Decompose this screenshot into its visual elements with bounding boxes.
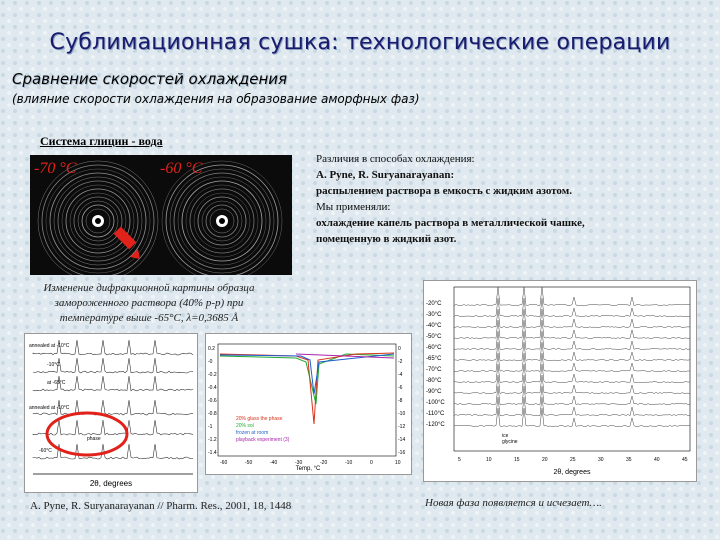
p2-y2tick: -6 — [398, 385, 403, 391]
p3-xtick: 10 — [486, 457, 492, 463]
p2-ytick: -0.4 — [208, 385, 217, 391]
p3-temp-label: -40°C — [426, 323, 442, 329]
p2-xtick: -10 — [345, 460, 353, 466]
note: (влияние скорости охлаждения на образование аморфных фаз) — [12, 92, 420, 106]
p3-trace — [454, 298, 690, 317]
p2-xtick: 0 — [370, 460, 373, 466]
p2-ytick: 0.2 — [208, 346, 215, 352]
p3-temp-label: -20°C — [426, 301, 442, 307]
p2-y2tick: -10 — [398, 411, 406, 417]
p3-trace — [454, 364, 690, 383]
p2-xtick: -50 — [245, 460, 253, 466]
method-description — [316, 151, 656, 247]
p2-legend-0: 20% glass the phase — [236, 416, 283, 422]
p3-trace — [454, 342, 690, 361]
p2-xtick: -30 — [295, 460, 303, 466]
p3-xtick: 15 — [514, 457, 520, 463]
p3-trace — [454, 408, 690, 427]
p3-xtick: 45 — [682, 457, 688, 463]
p3-trace — [454, 386, 690, 405]
p2-ytick: -1.2 — [208, 437, 217, 443]
p2-xtick: -20 — [320, 460, 328, 466]
p3-trace — [454, 375, 690, 394]
xrd-plot-1 — [24, 333, 198, 493]
p3-temp-label: -90°C — [426, 389, 442, 395]
p3-temp-label: -110°C — [426, 411, 445, 417]
p2-y2tick: -2 — [398, 359, 403, 365]
p3-temp-label: -70°C — [426, 367, 442, 373]
method-line-4: Мы применяли: — [316, 201, 391, 213]
p1-label-4: phase — [87, 436, 101, 442]
method-line-2: A. Pyne, R. Suryanarayanan: — [316, 169, 455, 181]
method-line-5: охлаждение капель раствора в металлической чашке, — [316, 217, 585, 229]
p3-trace — [454, 309, 690, 328]
p2-ytick: -0.2 — [208, 372, 217, 378]
p2-ytick: -0.8 — [208, 411, 217, 417]
p2-ytick: -1.4 — [208, 450, 217, 456]
p1-label-1: -10°C — [47, 362, 60, 368]
p2-xlabel: Temp, °C — [295, 466, 321, 472]
p2-y2tick: -4 — [398, 372, 403, 378]
p3-temp-label: -60°C — [426, 345, 442, 351]
subtitle: Сравнение скоростей охлаждения — [12, 70, 288, 88]
p3-trace — [454, 287, 690, 306]
p1-label-0: annealed at -10°C — [29, 343, 70, 349]
p3-xtick: 5 — [458, 457, 461, 463]
p2-y2tick: -8 — [398, 398, 403, 404]
citation: A. Pyne, R. Suryanarayanan // Pharm. Res., 2001, 18, 1448 — [30, 500, 292, 512]
p2-xtick: -60 — [220, 460, 228, 466]
p2-y2tick: -12 — [398, 424, 406, 430]
p3-temp-label: -100°C — [426, 400, 445, 406]
p3-trace — [454, 331, 690, 350]
p2-legend-1: 20% sol — [236, 423, 254, 429]
p2-y2tick: -16 — [398, 450, 406, 456]
p3-xtick: 40 — [654, 457, 660, 463]
p2-ytick: -1 — [208, 424, 213, 430]
p2-legend-2: frozen at room — [236, 430, 269, 436]
p3-temp-label: -65°C — [426, 356, 442, 362]
image-caption: Изменение дифракционной картины образца замороженного раствора (40% р-р) при температуре выше -65°С, λ=0,3685 Å — [43, 282, 255, 324]
p2-y2tick: 0 — [398, 346, 401, 352]
p3-xtick: 30 — [598, 457, 604, 463]
p3-trace — [454, 353, 690, 372]
p2-ytick: -0.6 — [208, 398, 217, 404]
xrd-plot-temperatures — [423, 280, 697, 482]
new-phase-note: Новая фаза появляется и исчезает…. — [425, 497, 602, 509]
method-line-6: помещенную в жидкий азот. — [316, 233, 457, 245]
p3-trace — [454, 397, 690, 416]
p2-xtick: 10 — [395, 460, 401, 466]
p3-legend-glycine: glycine — [502, 439, 518, 445]
p2-y2tick: -14 — [398, 437, 406, 443]
p1-label-5: -60°C — [39, 448, 52, 454]
p3-temp-label: -30°C — [426, 312, 442, 318]
p1-label-3: annealed at -10°C — [29, 405, 70, 411]
method-line-1: Различия в способах охлаждения: — [316, 153, 475, 165]
p3-xlabel: 2θ, degrees — [553, 469, 591, 476]
p2-ytick: -0 — [208, 359, 213, 365]
p1-trace-4 — [33, 420, 193, 435]
dsc-plot — [205, 333, 412, 475]
p3-trace — [454, 320, 690, 339]
p3-temp-label: -50°C — [426, 334, 442, 340]
p3-xtick: 35 — [626, 457, 632, 463]
temp-left: -70 °C — [34, 160, 77, 177]
temp-right: -60 °C — [160, 160, 203, 177]
p3-temp-label: -80°C — [426, 378, 442, 384]
method-line-3: распылением раствора в емкость с жидким азотом. — [316, 185, 572, 197]
p3-legend-ice: ice — [502, 433, 509, 439]
p3-xtick: 25 — [570, 457, 576, 463]
p2-xtick: -40 — [270, 460, 278, 466]
page-title: Сублимационная сушка: технологические операции — [49, 30, 671, 55]
p1-label-2: at -65°C — [47, 380, 66, 386]
p3-temp-label: -120°C — [426, 422, 445, 428]
system-label: Система глицин - вода — [40, 134, 163, 148]
p1-xlabel: 2θ, degrees — [89, 479, 133, 488]
p2-legend-3: playback experiment (3) — [236, 437, 290, 443]
p3-xtick: 20 — [542, 457, 548, 463]
